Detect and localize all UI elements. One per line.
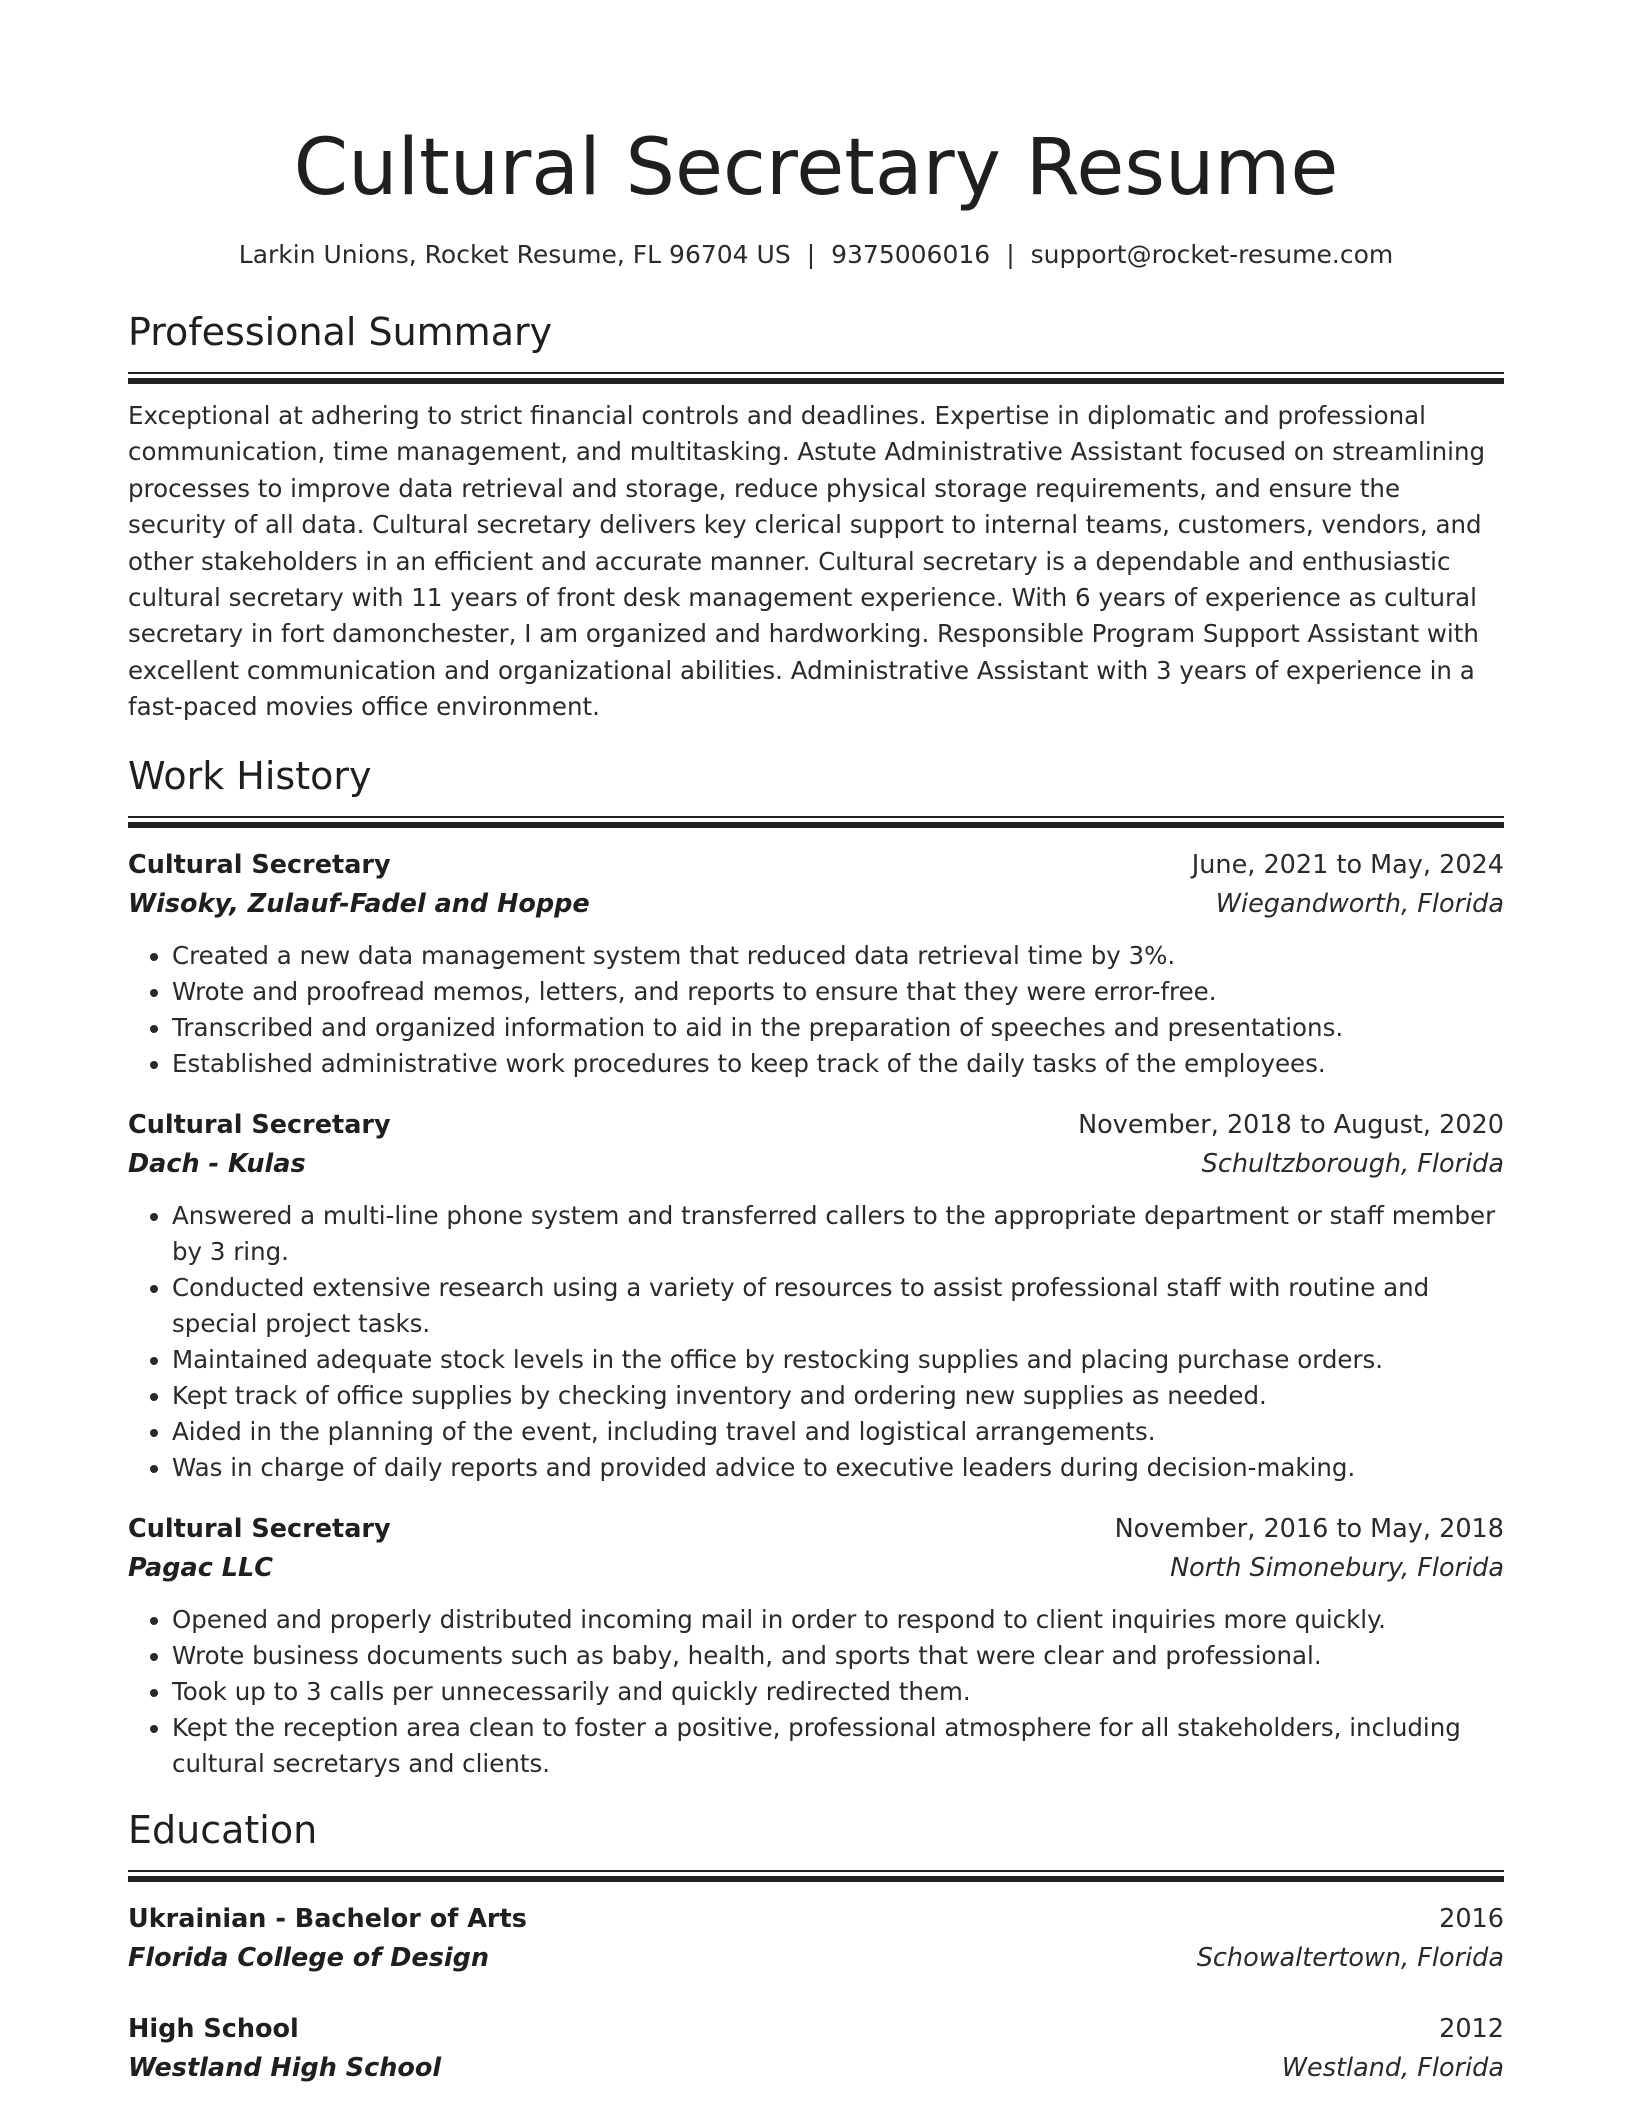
job-bullet: • Kept the reception area clean to foster a positive, professional atmosphere for all stakeholders, including cultural secretarys and clients.: [172, 1710, 1504, 1782]
job-title: Cultural Secretary: [128, 1513, 391, 1544]
contact-email: support@rocket-resume.com: [1030, 240, 1394, 269]
job-bullet: • Transcribed and organized information to aid in the preparation of speeches and presentations.: [172, 1010, 1504, 1046]
section-heading-summary: Professional Summary: [128, 310, 553, 354]
job-title: Cultural Secretary: [128, 849, 391, 880]
job-company-row: [128, 885, 1504, 924]
education-location: Westland, Florida: [1281, 2052, 1504, 2083]
section-divider: [128, 1870, 1504, 1882]
job-header-row: [128, 846, 1504, 885]
contact-phone: 9375006016: [831, 240, 991, 269]
job-entry: [128, 1510, 1504, 1782]
contact-separator: |: [806, 240, 816, 269]
contact-address: Larkin Unions, Rocket Resume, FL 96704 US: [238, 240, 791, 269]
summary-text: Exceptional at adhering to strict financial controls and deadlines. Expertise in diplomatic and professional communication, time management, and multitasking. Astute Administrative Assistant focused on streamlining processes to improve data retrieval and storage, reduce physical storage requirements, and ensure the security of all data. Cultural secretary delivers key clerical support to internal teams, customers, vendors, and other stakeholders in an efficient and accurate manner. Cultural secretary is a dependable and enthusiastic cultural secretary with 11 years of front desk management experience. With 6 years of experience as cultural secretary in fort damonchester, I am organized and hardworking. Responsible Program Support Assistant with excellent communication and organizational abilities. Administrative Assistant with 3 years of experience in a fast-paced movies office environment.: [128, 401, 1486, 722]
job-location: North Simonebury, Florida: [1170, 1552, 1504, 1583]
job-company-row: [128, 1549, 1504, 1588]
job-bullet-list: [128, 1602, 1504, 1782]
resume-page: [128, 120, 1504, 2088]
job-entry: [128, 1106, 1504, 1486]
job-bullet: • Wrote business documents such as baby, health, and sports that were clear and professional.: [172, 1638, 1504, 1674]
section-heading-work-history: Work History: [128, 753, 372, 798]
job-dates: November, 2018 to August, 2020: [1078, 1109, 1504, 1140]
job-bullet: • Maintained adequate stock levels in the office by restocking supplies and placing purchase orders.: [172, 1342, 1504, 1378]
job-dates: June, 2021 to May, 2024: [1191, 849, 1504, 880]
education-header-row: [128, 2010, 1504, 2049]
education-section: [128, 1806, 1504, 2088]
job-bullet: • Aided in the planning of the event, including travel and logistical arrangements.: [172, 1414, 1504, 1450]
job-location: Wiegandworth, Florida: [1215, 888, 1504, 919]
job-title: Cultural Secretary: [128, 1109, 391, 1140]
education-school: Florida College of Design: [128, 1942, 490, 1973]
job-bullet-list: [128, 1198, 1504, 1486]
job-bullet-list: [128, 938, 1504, 1082]
job-company: Wisoky, Zulauf-Fadel and Hoppe: [128, 888, 590, 919]
job-header-row: [128, 1510, 1504, 1549]
education-school-row: [128, 1939, 1504, 1978]
section-heading-education: Education: [128, 1807, 318, 1852]
education-header-row: [128, 1900, 1504, 1939]
job-entry: [128, 846, 1504, 1082]
education-school: Westland High School: [128, 2052, 442, 2083]
education-year: 2012: [1439, 2013, 1504, 2044]
job-company-row: [128, 1145, 1504, 1184]
contact-separator: |: [1006, 240, 1015, 269]
education-year: 2016: [1439, 1903, 1504, 1934]
education-entry: [128, 1900, 1504, 1978]
job-bullet: • Wrote and proofread memos, letters, and reports to ensure that they were error-free.: [172, 974, 1504, 1010]
job-bullet: • Opened and properly distributed incoming mail in order to respond to client inquiries more quickly.: [172, 1602, 1504, 1638]
section-divider: [128, 816, 1504, 828]
education-entry: [128, 2010, 1504, 2088]
job-dates: November, 2016 to May, 2018: [1114, 1513, 1504, 1544]
contact-line: [128, 238, 1504, 272]
work-history-section: [128, 752, 1504, 1782]
job-bullet: • Was in charge of daily reports and provided advice to executive leaders during decision-making.: [172, 1450, 1504, 1486]
education-degree: Ukrainian - Bachelor of Arts: [128, 1903, 527, 1934]
job-header-row: [128, 1106, 1504, 1145]
job-bullet: • Answered a multi-line phone system and transferred callers to the appropriate department or staff member by 3 ring.: [172, 1198, 1504, 1270]
job-bullet: • Created a new data management system that reduced data retrieval time by 3%.: [172, 938, 1504, 974]
education-degree: High School: [128, 2013, 299, 2044]
job-bullet: • Kept track of office supplies by checking inventory and ordering new supplies as needed.: [172, 1378, 1504, 1414]
summary-section: [128, 308, 1504, 726]
job-company: Dach - Kulas: [128, 1148, 306, 1179]
resume-title: Cultural Secretary Resume: [293, 123, 1339, 213]
job-bullet: • Took up to 3 calls per unnecessarily and quickly redirected them.: [172, 1674, 1504, 1710]
job-bullet: • Established administrative work procedures to keep track of the daily tasks of the employees.: [172, 1046, 1504, 1082]
section-divider: [128, 372, 1504, 384]
job-company: Pagac LLC: [128, 1552, 273, 1583]
education-school-row: [128, 2049, 1504, 2088]
education-location: Schowaltertown, Florida: [1196, 1942, 1504, 1973]
job-bullet: • Conducted extensive research using a variety of resources to assist professional staff with routine and special project tasks.: [172, 1270, 1504, 1342]
job-location: Schultzborough, Florida: [1201, 1148, 1504, 1179]
